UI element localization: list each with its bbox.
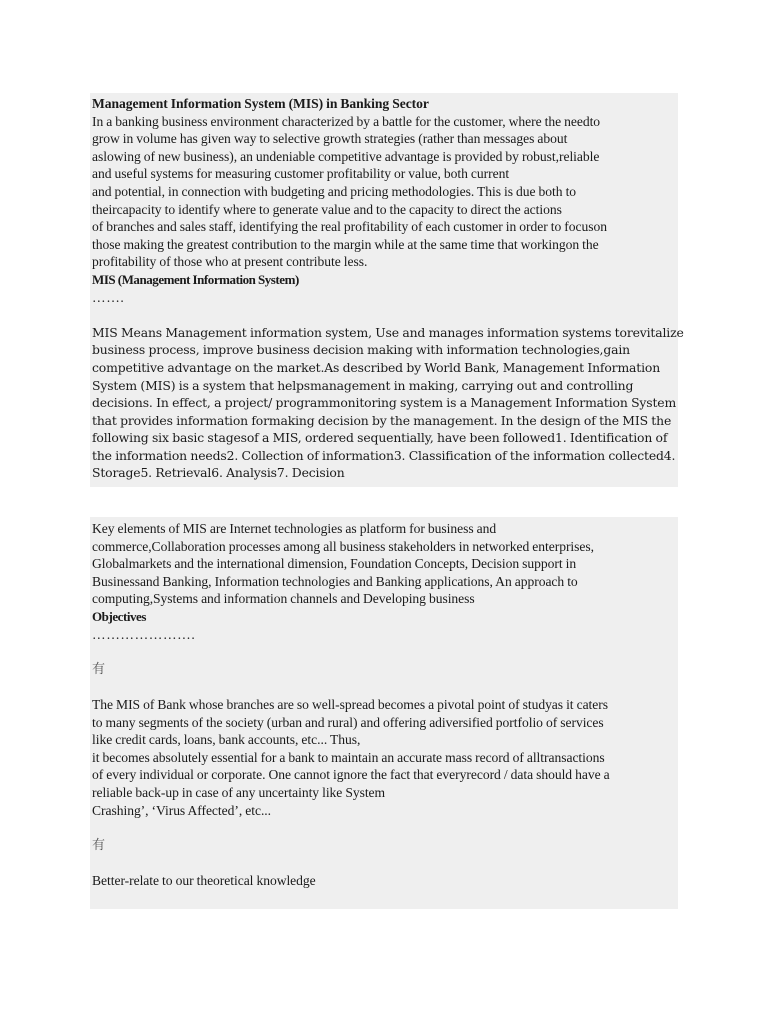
objective-line: of every individual or corporate. One cannot ignore the fact that everyrecord / data should have a [92, 767, 610, 783]
bullet-symbol: 有 [92, 837, 106, 853]
objective-paragraph-1 [92, 696, 676, 819]
objective-line: The MIS of Bank whose branches are so well-spread becomes a pivotal point of studyas it caters [92, 696, 608, 712]
intro-paragraph [92, 113, 676, 271]
definition-line: Storage5. Retrieval6. Analysis7. Decision [92, 465, 345, 481]
intro-line: theircapacity to identify where to generate value and to the capacity to direct the actions [92, 201, 562, 217]
definition-line: the information needs2. Collection of information3. Classification of the information collected4. [92, 447, 676, 463]
blank-line [92, 819, 676, 837]
definition-paragraph [92, 324, 684, 482]
objective-paragraph-2: Better-relate to our theoretical knowledge [92, 872, 316, 888]
section-title: Management Information System (MIS) in Banking Sector [92, 96, 429, 111]
definition-line: MIS Means Management information system, Use and manages information systems torevitalize [92, 324, 684, 340]
intro-line: of branches and sales staff, identifying the real profitability of each customer in order to focuson [92, 219, 607, 235]
dotted-separator: …………………. [92, 626, 196, 642]
intro-line: those making the greatest contribution to the margin while at the same time that workingon the [92, 236, 599, 252]
objective-line: it becomes absolutely essential for a bank to maintain an accurate mass record of alltransactions [92, 749, 605, 765]
key-elements-line: computing,Systems and information channels and Developing business [92, 591, 475, 607]
definition-line: business process, improve business decision making with information technologies,gain [92, 342, 630, 358]
content-block-mis-banking [90, 93, 684, 487]
objective-line: like credit cards, loans, bank accounts, etc... Thus, [92, 732, 361, 748]
intro-line: In a banking business environment characterized by a battle for the customer, where the needto [92, 113, 601, 129]
blank-line [92, 678, 676, 696]
bullet-symbol: 有 [92, 661, 106, 677]
dotted-separator: ……. [92, 289, 125, 305]
intro-line: and useful systems for measuring customer profitability or value, both current [92, 166, 510, 182]
key-elements-line: commerce,Collaboration processes among all business stakeholders in networked enterprises, [92, 538, 594, 554]
definition-line: decisions. In effect, a project/ programmonitoring system is a Management Information System [92, 395, 677, 411]
objective-line: Crashing’, ‘Virus Affected’, etc... [92, 802, 271, 818]
intro-line: grow in volume has given way to selective growth strategies (rather than messages about [92, 131, 568, 147]
definition-line: that provides information formaking decision by the management. In the design of the MIS the [92, 412, 672, 428]
content-block-key-elements [90, 517, 678, 909]
key-elements-line: Key elements of MIS are Internet technologies as platform for business and [92, 521, 497, 536]
blank-line [92, 854, 676, 872]
definition-line: competitive advantage on the market.As described by World Bank, Management Information [92, 359, 661, 375]
objective-line: to many segments of the society (urban and rural) and offering adiversified portfolio of services [92, 714, 604, 730]
definition-line: following six basic stagesof a MIS, ordered sequentially, have been followed1. Identification of [92, 430, 668, 446]
key-elements-paragraph [92, 520, 676, 608]
blank-line [92, 643, 676, 661]
mis-subheading: MIS (Management Information System) [92, 271, 299, 287]
intro-line: aslowing of new business), an undeniable competitive advantage is provided by robust,reliable [92, 148, 600, 164]
key-elements-line: Businessand Banking, Information technologies and Banking applications, An approach to [92, 573, 578, 589]
objectives-heading: Objectives [92, 608, 146, 624]
blank-line [92, 306, 676, 324]
objective-line: reliable back-up in case of any uncertainty like System [92, 784, 386, 800]
intro-line: profitability of those who at present contribute less. [92, 254, 368, 270]
key-elements-line: Globalmarkets and the international dimension, Foundation Concepts, Decision support in [92, 556, 577, 572]
definition-line: System (MIS) is a system that helpsmanagement in making, carrying out and controlling [92, 377, 634, 393]
intro-line: and potential, in connection with budgeting and pricing methodologies. This is due both to [92, 183, 577, 199]
